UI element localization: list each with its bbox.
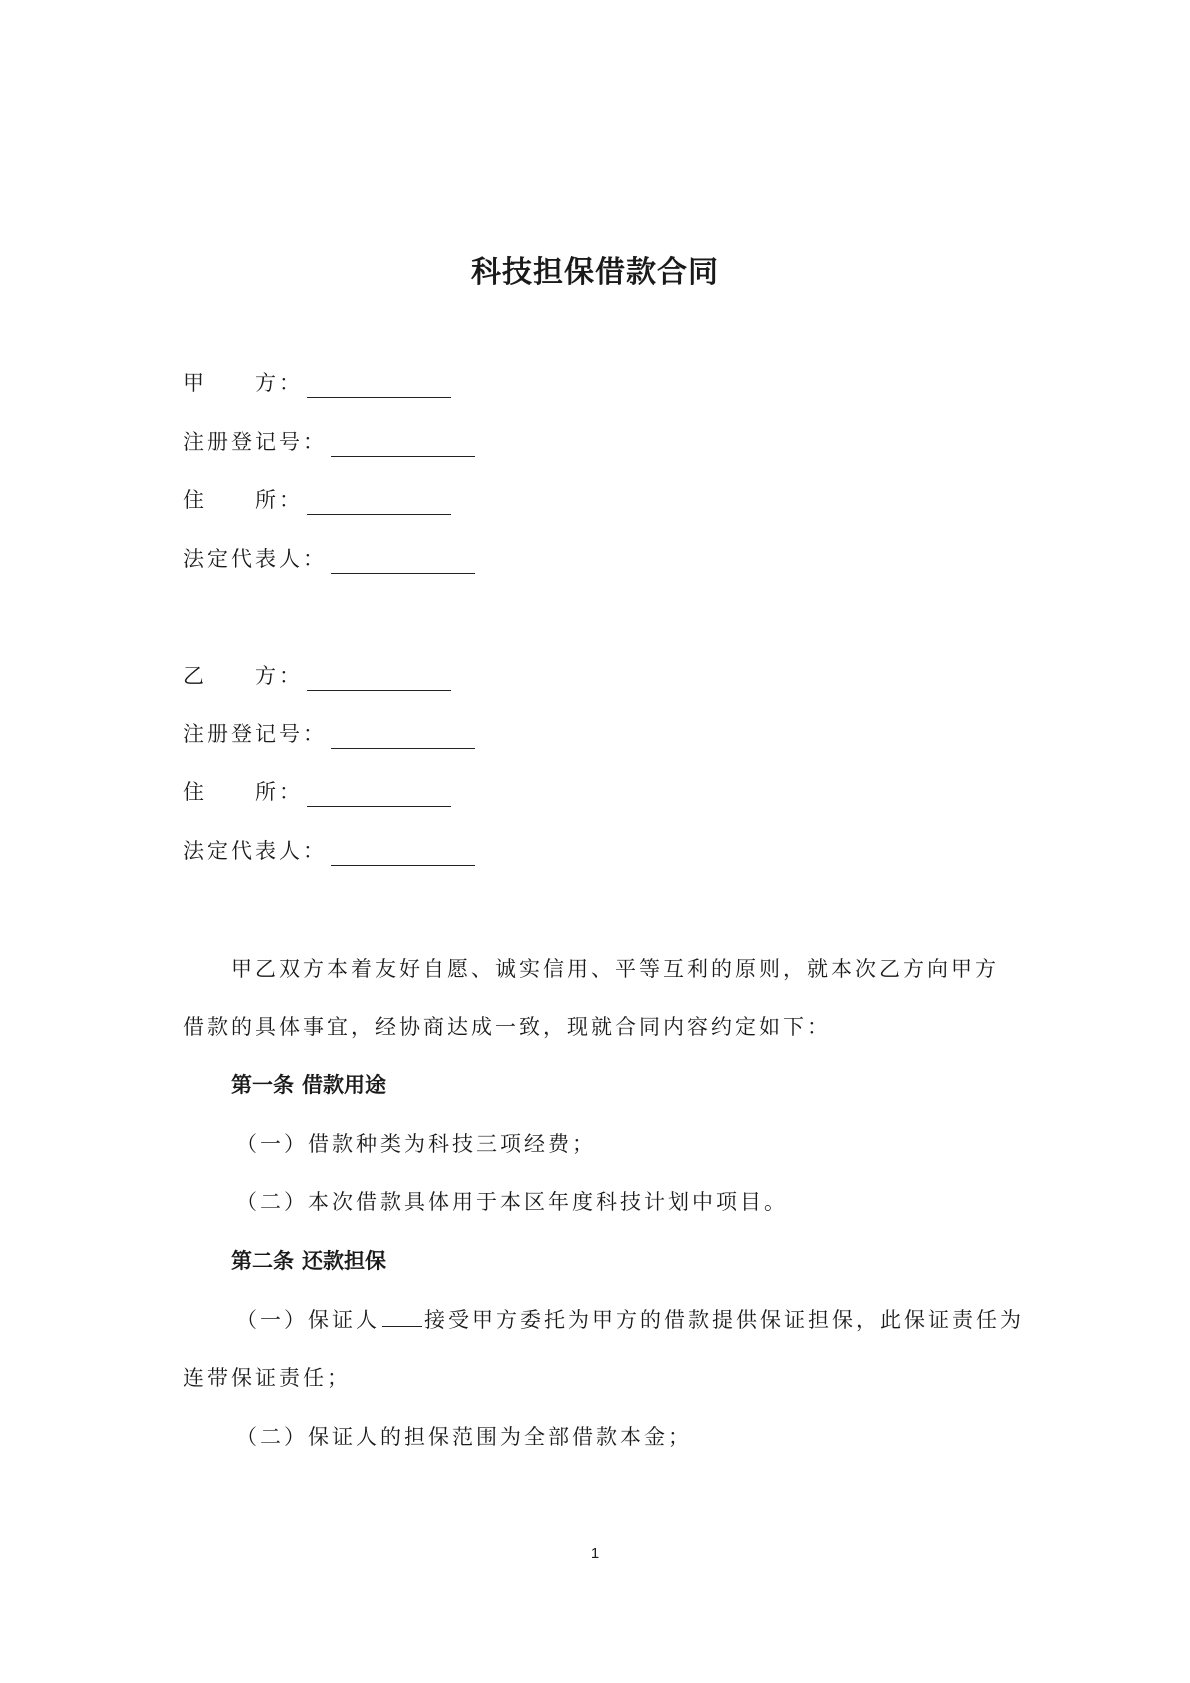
party-a-rep-blank xyxy=(331,553,475,574)
article-2-item-1-line-2: 连带保证责任； xyxy=(183,1366,351,1390)
party-a-label: 甲 方： xyxy=(183,371,303,395)
party-a-address-field xyxy=(183,485,451,515)
article-2-item-1-rest: 接受甲方委托为甲方的借款提供保证担保，此保证责任为 xyxy=(424,1308,1024,1332)
article-1-heading xyxy=(231,1070,386,1100)
party-a-rep-label: 法定代表人： xyxy=(183,547,327,571)
document-title: 科技担保借款合同 xyxy=(471,255,719,290)
article-1-number: 第一条 xyxy=(231,1072,294,1097)
article-2-number: 第二条 xyxy=(231,1248,294,1273)
party-b-label: 乙 方： xyxy=(183,664,303,688)
article-2-item-1-line-1 xyxy=(236,1305,1024,1335)
article-1-item-1: （一）借款种类为科技三项经费； xyxy=(236,1132,596,1156)
party-b-rep-label: 法定代表人： xyxy=(183,839,327,863)
page-number: 1 xyxy=(590,1545,600,1562)
party-a-address-blank xyxy=(307,494,451,515)
article-2-heading xyxy=(231,1246,386,1276)
party-a-reg-field xyxy=(183,427,475,457)
party-b-reg-label: 注册登记号： xyxy=(183,722,327,746)
party-a-field xyxy=(183,368,451,398)
party-b-blank xyxy=(307,670,451,691)
party-b-rep-blank xyxy=(331,845,475,866)
article-2-item-2: （二）保证人的担保范围为全部借款本金； xyxy=(236,1425,692,1449)
article-2-item-1-prefix: （一）保证人 xyxy=(236,1308,380,1332)
party-b-reg-field xyxy=(183,719,475,749)
guarantor-blank xyxy=(382,1308,422,1327)
article-1-title: 借款用途 xyxy=(302,1072,386,1097)
article-1-item-2: （二）本次借款具体用于本区年度科技计划中项目。 xyxy=(236,1190,788,1214)
intro-line-2: 借款的具体事宜，经协商达成一致，现就合同内容约定如下： xyxy=(183,1015,831,1039)
party-a-rep-field xyxy=(183,544,475,574)
party-a-reg-label: 注册登记号： xyxy=(183,430,327,454)
party-b-field xyxy=(183,661,451,691)
party-b-rep-field xyxy=(183,836,475,866)
party-b-address-field xyxy=(183,777,451,807)
party-a-reg-blank xyxy=(331,436,475,457)
intro-line-1: 甲乙双方本着友好自愿、诚实信用、平等互利的原则，就本次乙方向甲方 xyxy=(231,957,999,981)
party-b-reg-blank xyxy=(331,728,475,749)
party-a-address-label: 住 所： xyxy=(183,488,303,512)
party-b-address-label: 住 所： xyxy=(183,780,303,804)
article-2-title: 还款担保 xyxy=(302,1248,386,1273)
party-b-address-blank xyxy=(307,786,451,807)
party-a-blank xyxy=(307,377,451,398)
